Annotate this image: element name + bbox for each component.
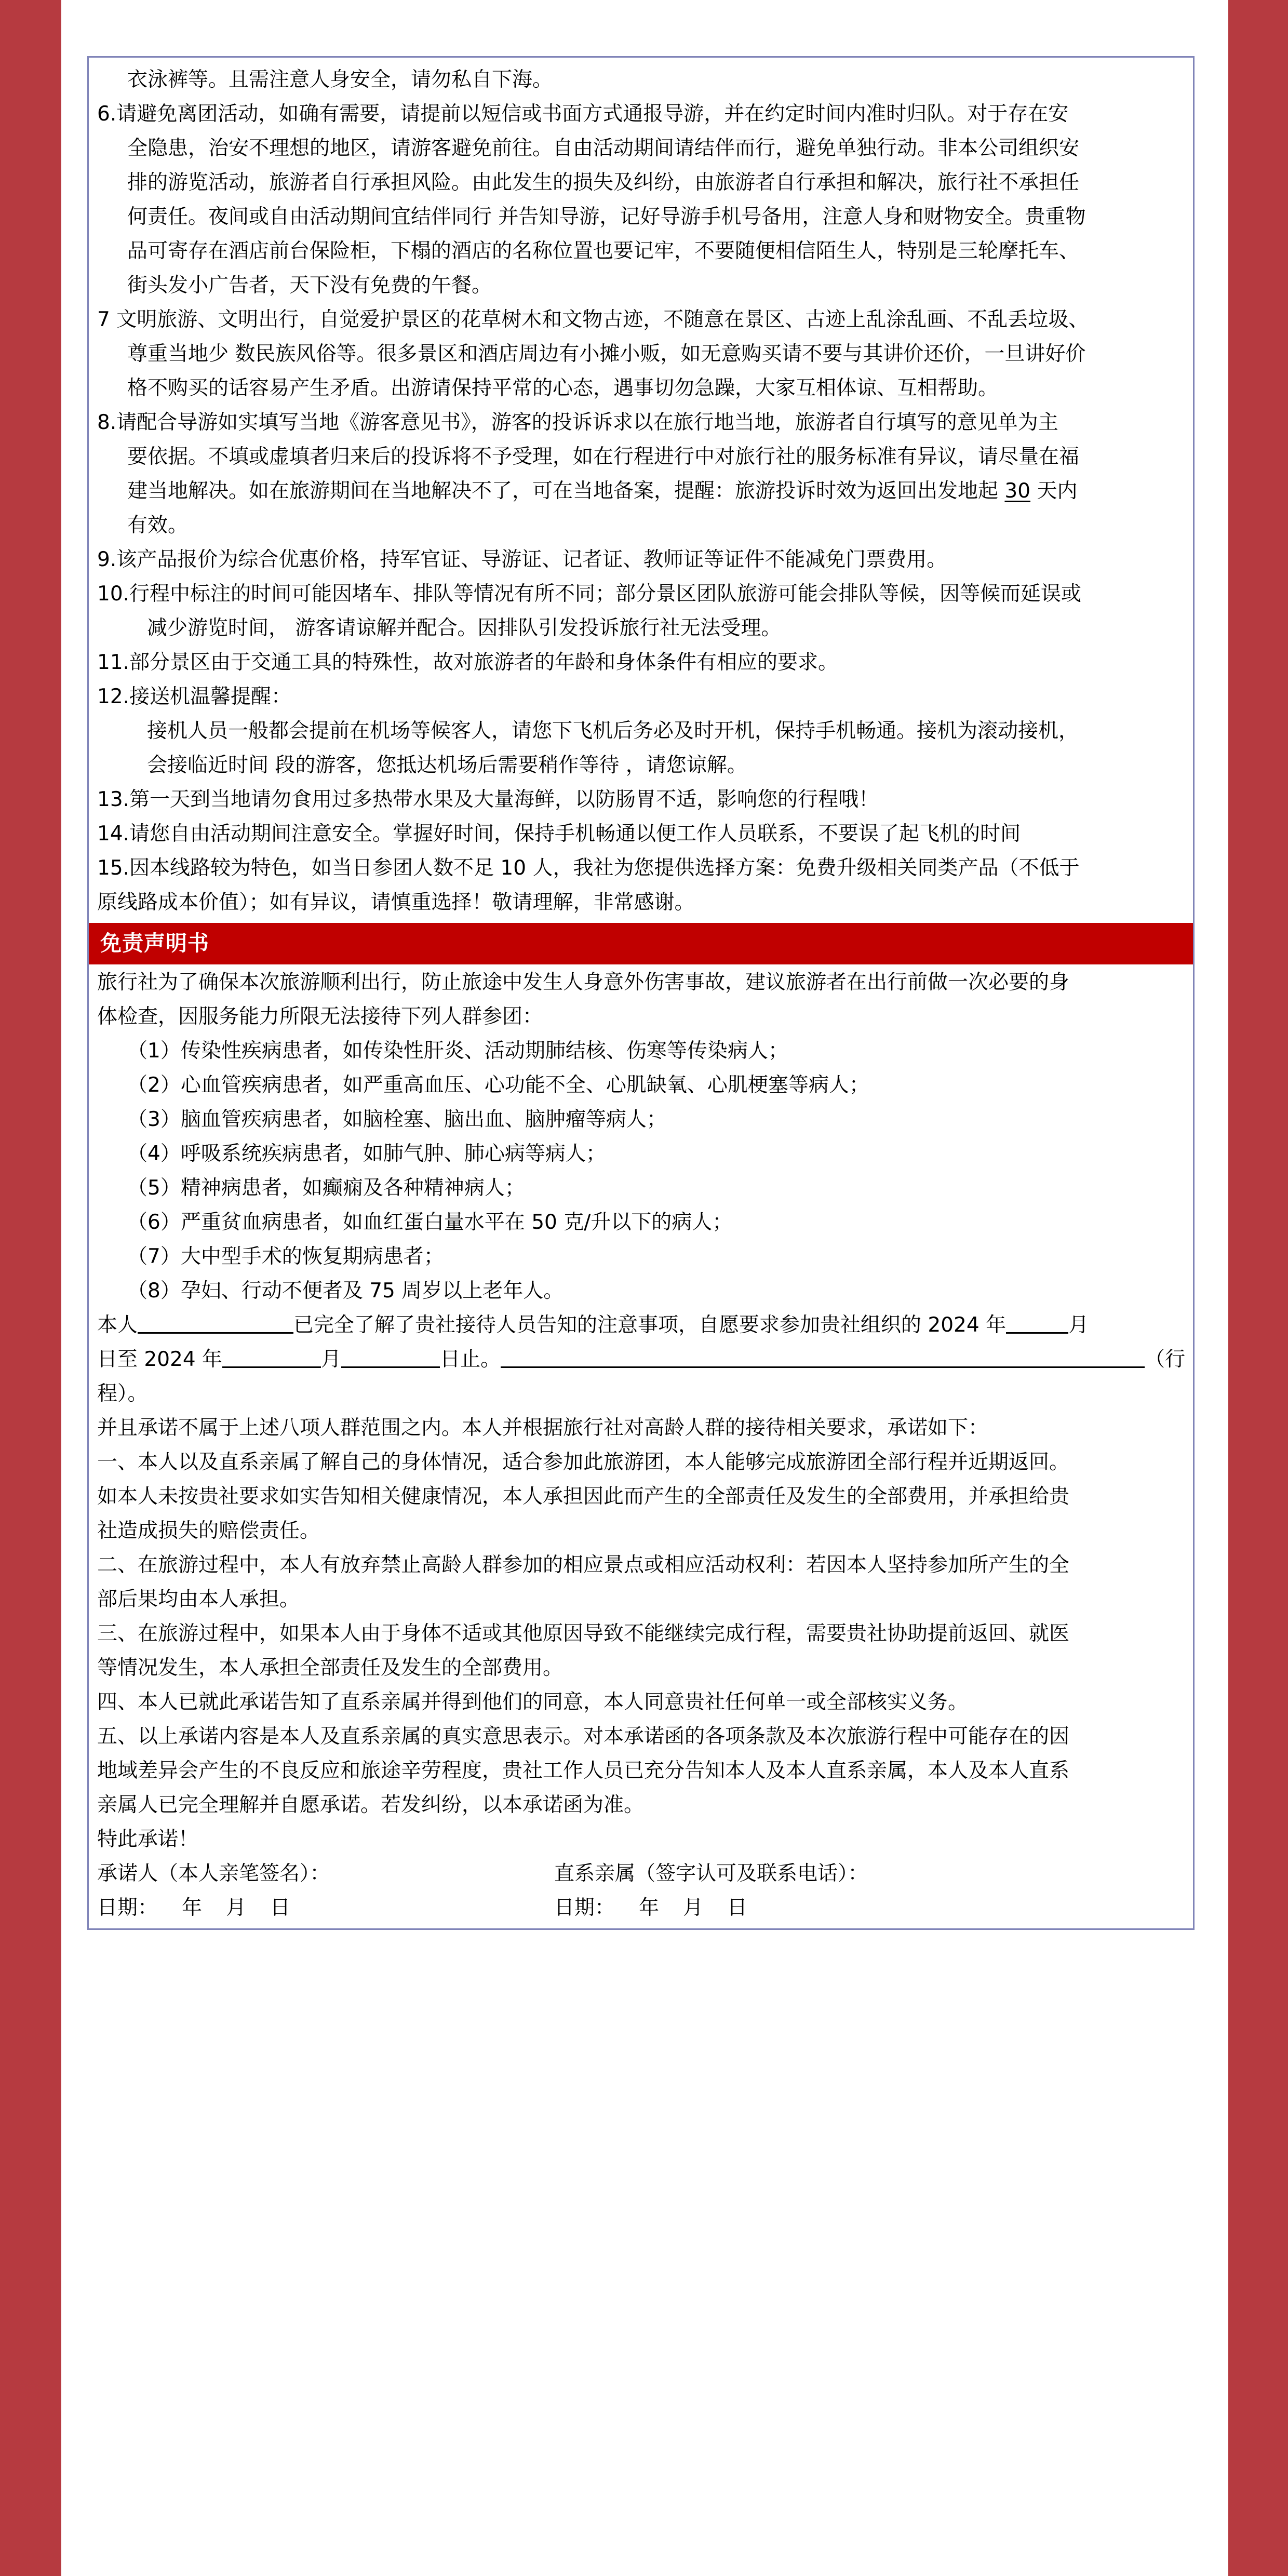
relative-signature-label: 直系亲属（签字认可及联系电话）： bbox=[554, 1862, 868, 1885]
disclaimer-banner-title: 免责声明书 bbox=[89, 923, 1193, 964]
signature-labels-row bbox=[89, 1857, 1193, 1891]
continuation-line: 衣泳裤等。且需注意人身安全，请勿私自下海。 bbox=[127, 68, 553, 91]
disclaimer-intro-line-2: 体检查，因服务能力所限无法接待下列人群参团： bbox=[97, 1005, 543, 1028]
notice-item-7-line-1 bbox=[89, 303, 1193, 337]
promisor-date-day: 日 bbox=[270, 1896, 291, 1920]
notice-item-6-line-5: 品可寄存在酒店前台保险柜，下榻的酒店的名称位置也要记牢，不要随便相信陌生人，特别是三轮摩托车、 bbox=[127, 239, 1080, 263]
closing-statement: 特此承诺！ bbox=[97, 1828, 199, 1851]
undertaking-5-line-2: 地域差异会产生的不良反应和旅途辛劳程度，贵社工作人员已充分告知本人及本人直系亲属，本人及本人直系 bbox=[97, 1759, 1070, 1782]
notice-item-13-text-1: 第一天到当地请勿食用过多热带水果及大量海鲜，以防肠胃不适，影响您的行程哦！ bbox=[129, 788, 879, 811]
notice-item-15-line-1 bbox=[89, 851, 1193, 886]
notice-item-10-number: 10. bbox=[97, 582, 130, 606]
excluded-group-8-number: （8） bbox=[127, 1279, 181, 1303]
declaration-line2-suffix: （行 bbox=[1145, 1348, 1186, 1371]
excluded-group-4-text: 呼吸系统疾病患者，如肺气肿、肺心病等病人； bbox=[180, 1142, 606, 1165]
signature-dates-row bbox=[89, 1891, 1193, 1925]
disclaimer-intro-line-1: 旅行社为了确保本次旅游顺利出行，防止旅途中发生人身意外伤害事故，建议旅游者在出行前做一次必要的身 bbox=[97, 971, 1070, 994]
notice-item-15-text-1: 因本线路较为特色，如当日参团人数不足 10 人，我社为您提供选择方案：免费升级相关同类产品（不低于 bbox=[129, 856, 1080, 880]
excluded-group-1 bbox=[89, 1034, 1193, 1068]
notice-item-11-text-1: 部分景区由于交通工具的特殊性，故对旅游者的年龄和身体条件有相应的要求。 bbox=[129, 651, 839, 674]
excluded-group-5 bbox=[89, 1171, 1193, 1205]
notice-item-7-line-3: 格不购买的话容易产生矛盾。出游请保持平常的心态，遇事切勿急躁，大家互相体谅、互相帮助。 bbox=[127, 377, 999, 400]
declaration-itinerary-blank[interactable] bbox=[501, 1366, 1145, 1368]
declaration-end-month-blank[interactable] bbox=[222, 1366, 321, 1368]
declaration-line1-text: 已完全了解了贵社接待人员告知的注意事项，自愿要求参加贵社组织的 2024 年 bbox=[293, 1313, 1007, 1337]
excluded-group-7-number: （7） bbox=[127, 1245, 181, 1268]
undertaking-1-line-1 bbox=[89, 1445, 1193, 1480]
notice-item-10-line-2: 减少游览时间， 游客请谅解并配合。因排队引发投诉旅行社无法受理。 bbox=[147, 616, 782, 640]
excluded-group-5-text: 精神病患者，如癫痫及各种精神病人； bbox=[180, 1176, 525, 1200]
notice-item-6-line-2: 全隐患，治安不理想的地区，请游客避免前往。自由活动期间请结伴而行，避免单独行动。非本公司组织安 bbox=[127, 137, 1080, 160]
declaration-end-day-blank[interactable] bbox=[341, 1366, 440, 1368]
declaration-self-label: 本人 bbox=[97, 1313, 138, 1337]
declaration-line-2 bbox=[89, 1343, 1193, 1377]
undertaking-2-line-2: 部后果均由本人承担。 bbox=[97, 1588, 300, 1611]
undertaking-3-line-2: 等情况发生，本人承担全部责任及发生的全部费用。 bbox=[97, 1656, 564, 1680]
notice-item-8-line-2: 要依据。不填或虚填者归来后的投诉将不予受理，如在行程进行中对旅行社的服务标准有异议，请尽量在福 bbox=[127, 445, 1080, 468]
notice-item-6-number: 6. bbox=[97, 102, 117, 126]
excluded-group-3 bbox=[89, 1103, 1193, 1137]
notice-item-9-text-1: 该产品报价为综合优惠价格，持军官证、导游证、记者证、教师证等证件不能减免门票费用。 bbox=[116, 548, 947, 571]
excluded-group-6-text: 严重贫血病患者，如血红蛋白量水平在 50 克/升以下的病人； bbox=[180, 1211, 733, 1234]
notice-item-8-number: 8. bbox=[97, 411, 117, 434]
declaration-line-1 bbox=[89, 1308, 1193, 1343]
excluded-group-3-text: 脑血管疾病患者，如脑栓塞、脑出血、脑肿瘤等病人； bbox=[180, 1108, 667, 1131]
excluded-group-2-number: （2） bbox=[127, 1074, 181, 1097]
undertaking-4-text-1: 本人已就此承诺告知了直系亲属并得到他们的同意，本人同意贵社任何单一或全部核实义务。 bbox=[138, 1691, 969, 1714]
notice-item-11-line-1 bbox=[89, 646, 1193, 680]
notice-item-8-line-1 bbox=[89, 406, 1193, 440]
undertaking-3-text-1: 在旅游过程中，如果本人由于身体不适或其他原因导致不能继续完成行程，需要贵社协助提前返回、就医 bbox=[138, 1622, 1070, 1645]
notice-item-12-text-1: 接送机温馨提醒： bbox=[129, 685, 292, 708]
notice-item-14-text-1: 请您自由活动期间注意安全。掌握好时间，保持手机畅通以便工作人员联系，不要误了起飞机的时间 bbox=[129, 822, 1021, 846]
notice-item-12-number: 12. bbox=[97, 685, 130, 708]
notice-item-12-line-1 bbox=[89, 680, 1193, 714]
excluded-group-8 bbox=[89, 1274, 1193, 1308]
excluded-group-8-text: 孕妇、行动不便者及 75 周岁以上老年人。 bbox=[180, 1279, 564, 1303]
notice-item-9-line-1 bbox=[89, 543, 1193, 577]
excluded-group-4-number: （4） bbox=[127, 1142, 181, 1165]
declaration-line1-month: 月 bbox=[1068, 1313, 1089, 1337]
declaration-line2-prefix: 日至 2024 年 bbox=[97, 1348, 223, 1371]
promisor-date-month: 月 bbox=[226, 1896, 247, 1920]
excluded-group-6 bbox=[89, 1205, 1193, 1240]
notice-item-10-line-1 bbox=[89, 577, 1193, 611]
promisor-signature-label: 承诺人（本人亲笔签名）： bbox=[97, 1862, 330, 1885]
relative-date-day: 日 bbox=[727, 1896, 748, 1920]
notice-item-14-number: 14. bbox=[97, 822, 130, 846]
undertaking-4-line-1 bbox=[89, 1685, 1193, 1720]
declaration-start-month-blank[interactable] bbox=[1006, 1332, 1068, 1334]
notice-item-6-line-4: 何责任。夜间或自由活动期间宜结伴同行 并告知导游，记好导游手机号备用，注意人身和财物安全。贵重物 bbox=[127, 205, 1086, 229]
notice-item-7-number: 7 bbox=[97, 308, 110, 331]
excluded-group-1-number: （1） bbox=[127, 1039, 181, 1063]
undertaking-intro: 并且承诺不属于上述八项人群范围之内。本人并根据旅行社对高龄人群的接待相关要求，承诺如下： bbox=[97, 1416, 989, 1440]
notice-item-14-line-1 bbox=[89, 817, 1193, 851]
undertaking-4-number: 四、 bbox=[97, 1691, 138, 1714]
undertaking-3-number: 三、 bbox=[97, 1622, 138, 1645]
undertaking-2-line-1 bbox=[89, 1548, 1193, 1582]
declaration-line2-day: 日止。 bbox=[440, 1348, 501, 1371]
undertaking-1-line-3: 社造成损失的赔偿责任。 bbox=[97, 1519, 320, 1542]
notice-item-8-line-4: 有效。 bbox=[127, 514, 189, 537]
excluded-group-2 bbox=[89, 1068, 1193, 1103]
relative-date-label: 日期： bbox=[554, 1896, 615, 1920]
notice-item-10-text-1: 行程中标注的时间可能因堵车、排队等情况有所不同；部分景区团队旅游可能会排队等候，因等候而延误或 bbox=[129, 582, 1082, 606]
notice-item-11-number: 11. bbox=[97, 651, 130, 674]
notice-item-8-text-1: 请配合导游如实填写当地《游客意见书》，游客的投诉诉求以在旅行地当地，旅游者自行填写的意见单为主 bbox=[116, 411, 1058, 434]
notice-item-12-line-2: 接机人员一般都会提前在机场等候客人，请您下飞机后务必及时开机，保持手机畅通。接机为滚动接机， bbox=[147, 719, 1079, 743]
document-table bbox=[87, 56, 1195, 1930]
notice-item-13-line-1 bbox=[89, 783, 1193, 817]
undertaking-5-line-3: 亲属人已完全理解并自愿承诺。若发纠纷，以本承诺函为准。 bbox=[97, 1793, 645, 1817]
notice-item-15-number: 15. bbox=[97, 856, 130, 880]
notice-item-6-text-1: 请避免离团活动，如确有需要，请提前以短信或书面方式通报导游，并在约定时间内准时归队。对于存在安 bbox=[116, 102, 1069, 126]
excluded-group-7-text: 大中型手术的恢复期病患者； bbox=[180, 1245, 444, 1268]
undertaking-1-text-1: 本人以及直系亲属了解自己的身体情况，适合参加此旅游团，本人能够完成旅游团全部行程并近期返回。 bbox=[138, 1451, 1070, 1474]
undertaking-2-number: 二、 bbox=[97, 1553, 138, 1577]
relative-date-group bbox=[554, 1891, 1186, 1925]
undertaking-1-line-2: 如本人未按贵社要求如实告知相关健康情况，本人承担因此而产生的全部责任及发生的全部费用，并承担给贵 bbox=[97, 1485, 1070, 1508]
declaration-line-3: 程）。 bbox=[97, 1382, 148, 1405]
notice-item-8-line-3: 建当地解决。如在旅游期间在当地解决不了，可在当地备案，提醒：旅游投诉时效为返回出发地起 30 天内 bbox=[127, 479, 1078, 503]
relative-date-month: 月 bbox=[683, 1896, 704, 1920]
undertaking-5-line-1 bbox=[89, 1720, 1193, 1754]
notice-item-6-line-3: 排的游览活动，旅游者自行承担风险。由此发生的损失及纠纷，由旅游者自行承担和解决，旅行社不承担任 bbox=[127, 171, 1080, 194]
notice-item-6-line-1 bbox=[89, 97, 1193, 131]
promisor-date-label: 日期： bbox=[97, 1896, 158, 1920]
declaration-name-blank[interactable] bbox=[138, 1332, 293, 1334]
notice-item-7-line-2: 尊重当地少 数民族风俗等。很多景区和酒店周边有小摊小贩，如无意购买请不要与其讲价还价，一旦讲好价 bbox=[127, 342, 1086, 366]
notice-item-15-line-2: 原线路成本价值）；如有异议，请慎重选择！敬请理解，非常感谢。 bbox=[97, 891, 695, 914]
undertaking-1-number: 一、 bbox=[97, 1451, 138, 1474]
promisor-date-year: 年 bbox=[182, 1896, 203, 1920]
notice-item-6-line-6: 街头发小广告者，天下没有免费的午餐。 bbox=[127, 274, 492, 297]
excluded-group-2-text: 心血管疾病患者，如严重高血压、心功能不全、心肌缺氧、心肌梗塞等病人； bbox=[180, 1074, 869, 1097]
relative-date-year: 年 bbox=[639, 1896, 660, 1920]
excluded-group-1-text: 传染性疾病患者，如传染性肝炎、活动期肺结核、伤寒等传染病人； bbox=[180, 1039, 788, 1063]
undertaking-2-text-1: 在旅游过程中，本人有放弃禁止高龄人群参加的相应景点或相应活动权利：若因本人坚持参加所产生的全 bbox=[138, 1553, 1070, 1577]
undertaking-5-number: 五、 bbox=[97, 1725, 138, 1748]
notice-item-12-line-3: 会接临近时间 段的游客，您抵达机场后需要稍作等待 ，请您谅解。 bbox=[147, 754, 747, 777]
paper-sheet bbox=[61, 0, 1228, 2576]
excluded-group-5-number: （5） bbox=[127, 1176, 181, 1200]
notice-item-13-number: 13. bbox=[97, 788, 130, 811]
notice-item-7-text-1: 文明旅游、文明出行，自觉爱护景区的花草树木和文物古迹，不随意在景区、古迹上乱涂乱画、不乱丢垃圾、 bbox=[116, 308, 1089, 331]
promisor-date-group bbox=[97, 1891, 554, 1925]
excluded-group-3-number: （3） bbox=[127, 1108, 181, 1131]
excluded-group-6-number: （6） bbox=[127, 1211, 181, 1234]
excluded-group-7 bbox=[89, 1240, 1193, 1274]
declaration-line2-month: 月 bbox=[321, 1348, 342, 1371]
notice-item-9-number: 9. bbox=[97, 548, 117, 571]
undertaking-3-line-1 bbox=[89, 1617, 1193, 1651]
undertaking-5-text-1: 以上承诺内容是本人及直系亲属的真实意思表示。对本承诺函的各项条款及本次旅游行程中可能存在的因 bbox=[138, 1725, 1070, 1748]
excluded-group-4 bbox=[89, 1137, 1193, 1171]
complaint-validity-days: 30 bbox=[1004, 479, 1031, 503]
document-body bbox=[89, 58, 1193, 1928]
